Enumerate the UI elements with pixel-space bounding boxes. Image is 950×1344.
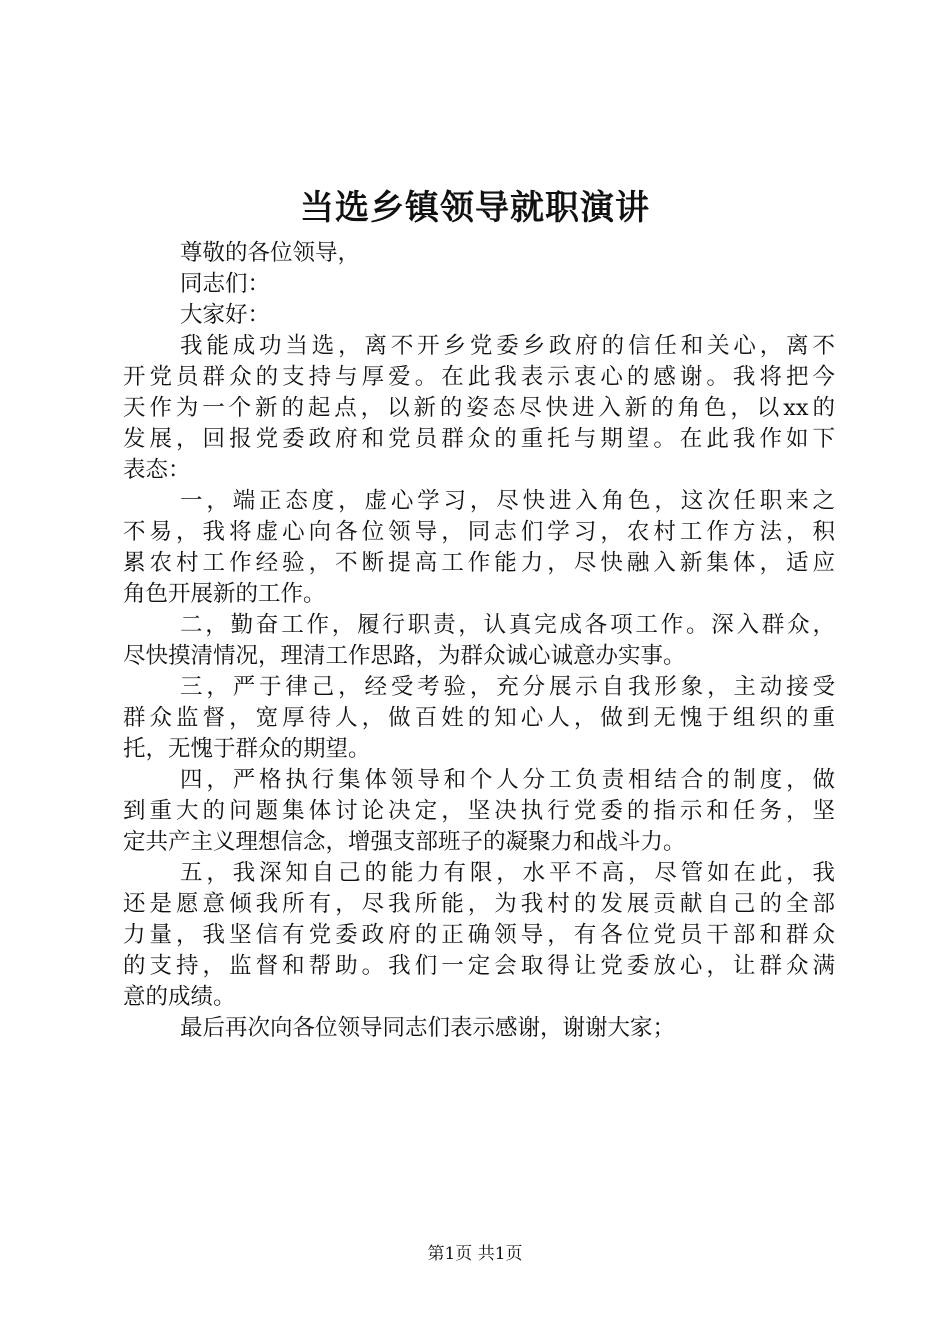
- paragraph-line: 我能成功当选，离不开乡党委乡政府的信任和关心，离不: [180, 333, 835, 359]
- paragraph-line: 还是愿意倾我所有，尽我所能，为我村的发展贡献自己的全部: [123, 891, 835, 917]
- paragraph-line: 表态：: [123, 457, 191, 483]
- paragraph-line: 三，严于律己，经受考验，充分展示自我形象，主动接受: [180, 674, 835, 700]
- paragraph-line: 二，勤奋工作，履行职责，认真完成各项工作。深入群众，: [180, 612, 835, 638]
- page-footer: 第1页 共1页: [427, 1244, 523, 1264]
- document-title: 当选乡镇领导就职演讲: [300, 188, 650, 228]
- paragraph-line: 一，端正态度，虚心学习，尽快进入角色，这次任职来之: [180, 488, 835, 514]
- document-body: [123, 238, 835, 1044]
- paragraph-line: 四，严格执行集体领导和个人分工负责相结合的制度，做: [180, 767, 835, 793]
- paragraph-line: 托，无愧于群众的期望。: [123, 736, 371, 762]
- paragraph-line: 尽快摸清情况，理清工作思路，为群众诚心诚意办实事。: [123, 643, 686, 669]
- salutation-line: 大家好：: [180, 302, 271, 328]
- paragraph-line: 天作为一个新的起点，以新的姿态尽快进入新的角色，以xx的: [123, 395, 835, 421]
- paragraph-line: 意的成绩。: [123, 984, 236, 1010]
- salutation-line: 同志们：: [180, 271, 271, 297]
- paragraph-line: 不易，我将虚心向各位领导，同志们学习，农村工作方法，积: [123, 519, 835, 545]
- salutation-line: 尊敬的各位领导，: [180, 240, 361, 266]
- paragraph-line: 发展，回报党委政府和党员群众的重托与期望。在此我作如下: [123, 426, 835, 452]
- paragraph-line: 到重大的问题集体讨论决定，坚决执行党委的指示和任务，坚: [123, 798, 835, 824]
- paragraph-line: 群众监督，宽厚待人，做百姓的知心人，做到无愧于组织的重: [123, 705, 835, 731]
- closing-line: 最后再次向各位领导同志们表示感谢，谢谢大家；: [180, 1015, 676, 1041]
- paragraph-line: 力量，我坚信有党委政府的正确领导，有各位党员干部和群众: [123, 922, 835, 948]
- paragraph-line: 开党员群众的支持与厚爱。在此我表示衷心的感谢。我将把今: [123, 364, 835, 390]
- paragraph-line: 定共产主义理想信念，增强支部班子的凝聚力和战斗力。: [123, 829, 686, 855]
- paragraph-line: 五，我深知自己的能力有限，水平不高，尽管如在此，我: [180, 860, 835, 886]
- paragraph-line: 的支持，监督和帮助。我们一定会取得让党委放心，让群众满: [123, 953, 835, 979]
- paragraph-line: 角色开展新的工作。: [123, 581, 326, 607]
- paragraph-line: 累农村工作经验，不断提高工作能力，尽快融入新集体，适应: [123, 550, 835, 576]
